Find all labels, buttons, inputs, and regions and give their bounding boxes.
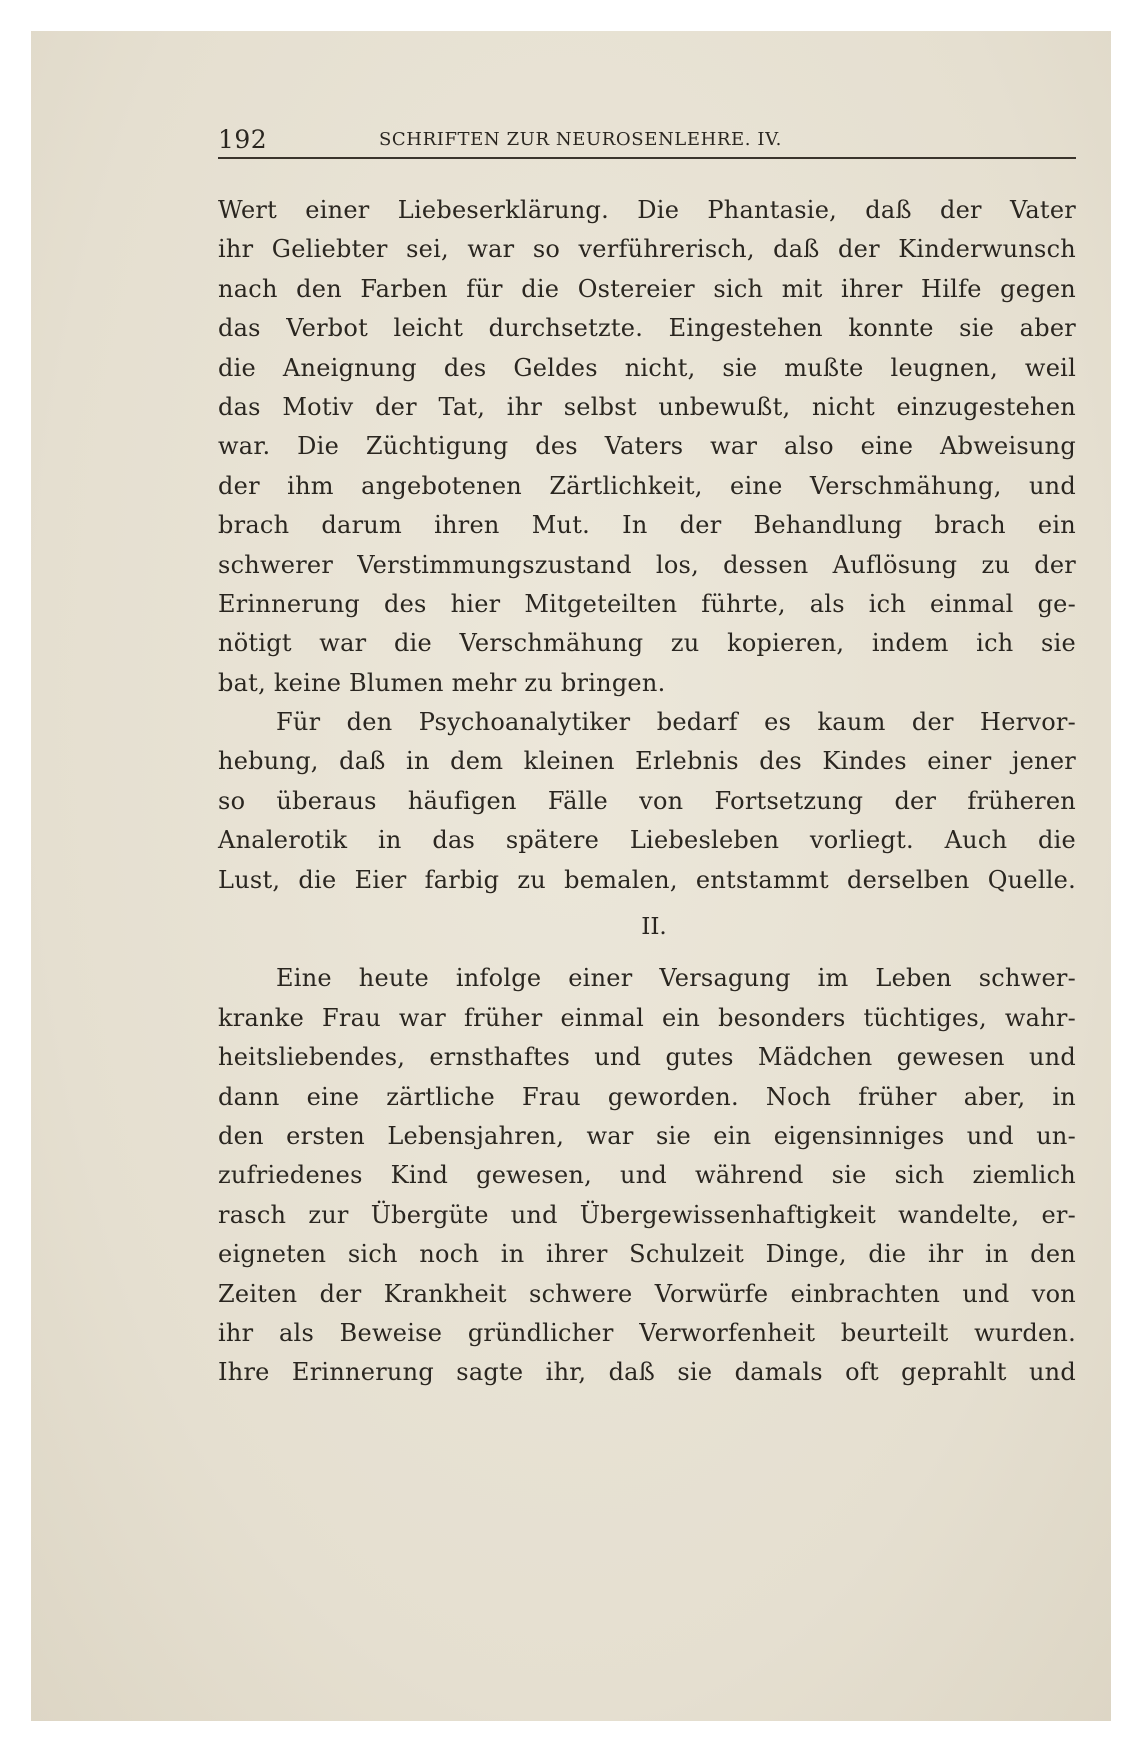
page-body xyxy=(218,191,1076,1393)
text-line: ihr Geliebter sei, war so verführerisch, daß der Kinderwunsch xyxy=(218,235,1076,264)
text-line: heitsliebendes, ernsthaftes und gutes Mädchen gewesen und xyxy=(218,1043,1076,1072)
header-rule xyxy=(218,157,1076,159)
text-line: rasch zur Übergüte und Übergewissenhaftigkeit wandelte, er- xyxy=(218,1200,1076,1229)
text-line: Wert einer Liebeserklärung. Die Phantasie, daß der Vater xyxy=(218,196,1076,224)
text-line: zufriedenes Kind gewesen, und während sie sich ziemlich xyxy=(218,1161,1076,1190)
text-line: dann eine zärtliche Frau geworden. Noch früher aber, in xyxy=(218,1082,1076,1111)
text-line: kranke Frau war früher einmal ein besonders tüchtiges, wahr- xyxy=(218,1003,1076,1032)
text-line: Ihre Erinnerung sagte ihr, daß sie damals oft geprahlt und xyxy=(218,1358,1076,1387)
text-line: so überaus häufigen Fälle von Fortsetzung der früheren xyxy=(218,786,1076,815)
text-line: eigneten sich noch in ihrer Schulzeit Dinge, die ihr in den xyxy=(218,1240,1076,1269)
text-line: Analerotik in das spätere Liebesleben vorliegt. Auch die xyxy=(218,826,1076,855)
text-line: Eine heute infolge einer Versagung im Leben schwer- xyxy=(276,964,1076,993)
paragraph xyxy=(218,703,1076,900)
text-line: Für den Psychoanalytiker bedarf es kaum der Hervor- xyxy=(276,708,1076,737)
section-heading: II. xyxy=(641,914,667,941)
page-number: 192 xyxy=(218,125,268,154)
text-line: bat, keine Blumen mehr zu bringen. xyxy=(218,668,666,697)
text-line: hebung, daß in dem kleinen Erlebnis des Kindes einer jener xyxy=(218,747,1076,776)
paragraph xyxy=(218,959,1076,1392)
text-line: war. Die Züchtigung des Vaters war also eine Abweisung xyxy=(218,432,1076,461)
text-line: die Aneignung des Geldes nicht, sie mußte leugnen, weil xyxy=(218,353,1076,382)
text-line: den ersten Lebensjahren, war sie ein eigensinniges und un- xyxy=(218,1121,1076,1150)
text-line: Erinnerung des hier Mitgeteilten führte, als ich einmal ge- xyxy=(218,589,1076,618)
text-line: das Motiv der Tat, ihr selbst unbewußt, nicht einzugestehen xyxy=(218,392,1076,421)
book-page xyxy=(31,31,1111,1721)
text-line: nach den Farben für die Ostereier sich mit ihrer Hilfe gegen xyxy=(218,274,1076,303)
text-line: Lust, die Eier farbig zu bemalen, entstammt derselben Quelle. xyxy=(218,865,1076,894)
text-line: Zeiten der Krankheit schwere Vorwürfe einbrachten und von xyxy=(218,1279,1076,1308)
text-line: der ihm angebotenen Zärtlichkeit, eine Verschmähung, und xyxy=(218,471,1076,500)
text-line: ihr als Beweise gründlicher Verworfenheit beurteilt wurden. xyxy=(218,1318,1076,1347)
text-line: nötigt war die Verschmähung zu kopieren, indem ich sie xyxy=(218,629,1076,658)
paragraph xyxy=(218,191,1076,703)
page-header xyxy=(218,115,1076,159)
running-title: SCHRIFTEN ZUR NEUROSENLEHRE. IV. xyxy=(379,129,782,150)
text-line: das Verbot leicht durchsetzte. Eingestehen konnte sie aber xyxy=(218,314,1076,343)
text-line: schwerer Verstimmungszustand los, dessen Auflösung zu der xyxy=(218,550,1076,579)
text-line: brach darum ihren Mut. In der Behandlung brach ein xyxy=(218,511,1076,540)
